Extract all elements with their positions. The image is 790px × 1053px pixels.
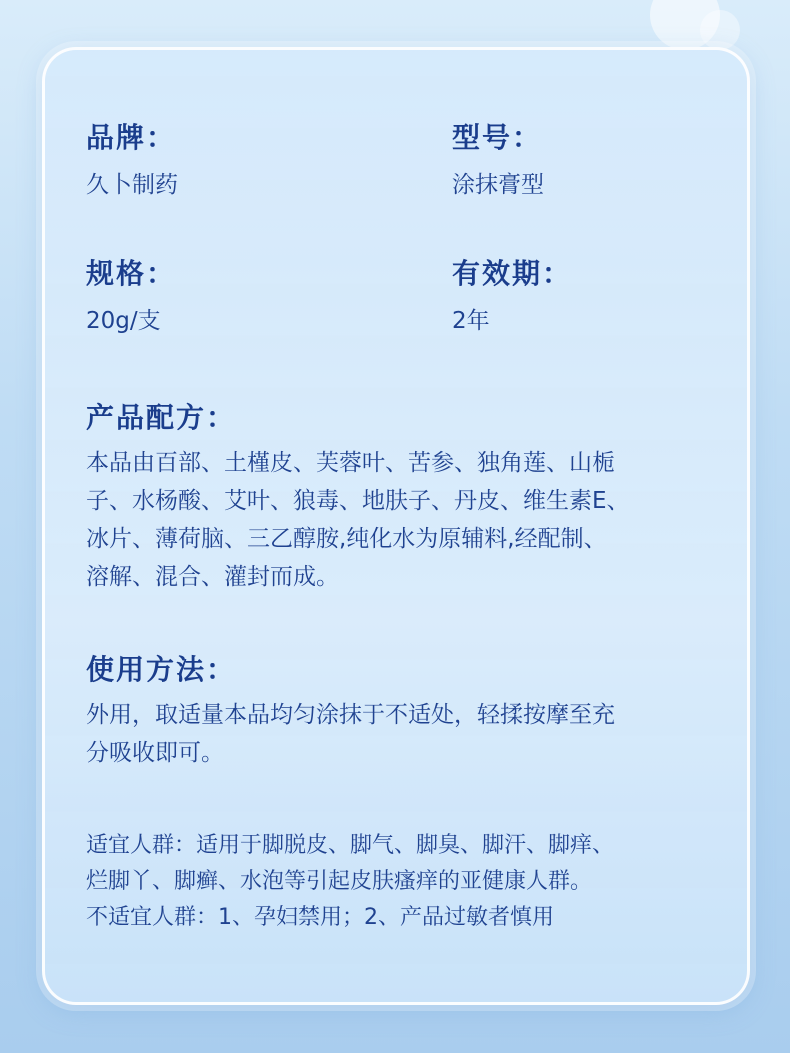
usage-label: 使用方法： (86, 653, 237, 686)
formula-section (86, 401, 736, 596)
spec-value: 20g/支 (86, 308, 161, 334)
spec-label: 规格： (86, 257, 177, 290)
notes-line: 适宜人群：适用于脚脱皮、脚气、脚臭、脚汗、脚痒、 (86, 833, 615, 858)
spec-field (86, 257, 177, 334)
formula-text (86, 444, 736, 596)
brand-label: 品牌： (86, 121, 177, 154)
model-label: 型号： (452, 121, 543, 154)
validity-label: 有效期： (452, 257, 573, 290)
brand-field (86, 121, 178, 198)
usage-line: 分吸收即可。 (86, 740, 224, 766)
notes-line: 不适宜人群：1、孕妇禁用；2、产品过敏者慎用 (86, 905, 554, 930)
brand-value: 久卜制药 (86, 172, 178, 198)
target-group-notes (86, 828, 736, 936)
formula-label: 产品配方： (86, 401, 237, 434)
usage-section (86, 653, 736, 772)
usage-text (86, 696, 736, 772)
formula-line: 子、水杨酸、艾叶、狼毒、地肤子、丹皮、维生素E、 (86, 488, 630, 514)
usage-line: 外用，取适量本品均匀涂抹于不适处，轻揉按摩至充 (86, 702, 615, 728)
formula-line: 溶解、混合、灌封而成。 (86, 564, 339, 590)
model-field (452, 121, 544, 198)
validity-value: 2年 (452, 308, 490, 334)
notes-line: 烂脚丫、脚癣、水泡等引起皮肤瘙痒的亚健康人群。 (86, 869, 593, 894)
model-value: 涂抹膏型 (452, 172, 544, 198)
formula-line: 冰片、薄荷脑、三乙醇胺,纯化水为原辅料,经配制、 (86, 526, 607, 552)
formula-line: 本品由百部、土槿皮、芙蓉叶、苦参、独角莲、山栀 (86, 450, 615, 476)
decorative-bubble (700, 10, 740, 50)
validity-field (452, 257, 573, 334)
